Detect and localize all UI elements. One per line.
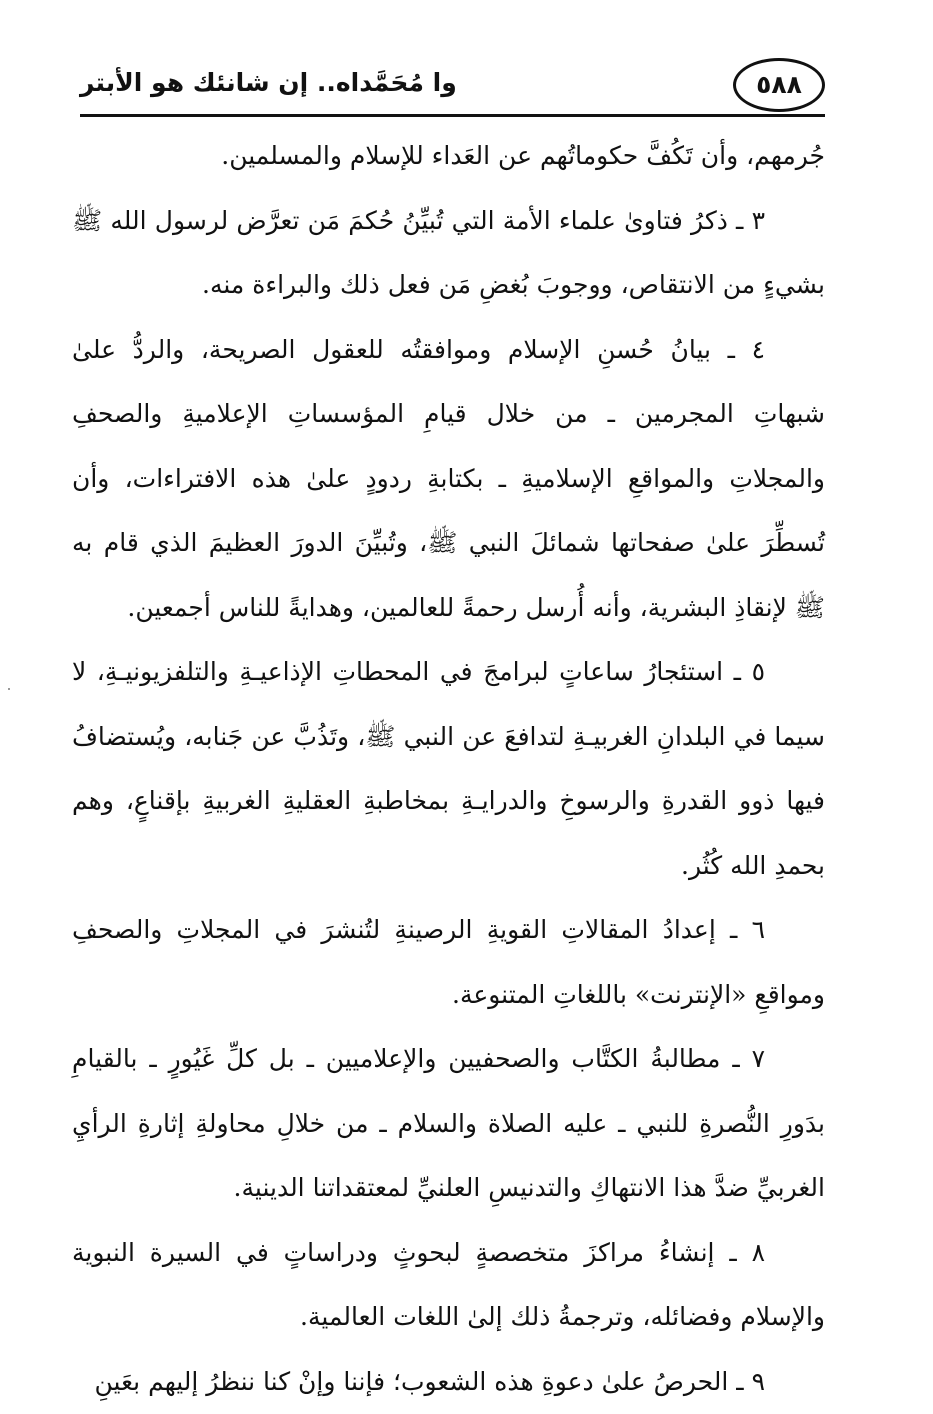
running-header bbox=[80, 58, 825, 118]
paragraph-item-8: ٨ ـ إنشاءُ مراكزَ متخصصةٍ لبحوثٍ ودراساتٍ في السيرة النبوية والإسلام وفضائله، وترجمةُ ذلك إلىٰ اللغات العالمية. bbox=[72, 1221, 825, 1350]
scan-speck bbox=[8, 688, 10, 690]
paragraph-item-4: ٤ ـ بيانُ حُسنِ الإسلام وموافقتُه للعقول الصريحة، والردُّ علىٰ شبهاتِ المجرمين ـ من خلال قيامِ المؤسساتِ الإعلاميةِ والصحفِ والمجلاتِ والمواقعِ الإسلاميةِ ـ بكتابةِ ردودٍ علىٰ هذه الافتراءات، وأن تُسطِّرَ علىٰ صفحاتها شمائلَ النبي ﷺ، وتُبيِّنَ الدورَ العظيمَ الذي قام به ﷺ لإنقاذِ البشرية، وأنه أُرسل رحمةً للعالمين، وهدايةً للناس أجمعين. bbox=[72, 318, 825, 641]
paragraph-item-6: ٦ ـ إعدادُ المقالاتِ القويةِ الرصينةِ لتُنشرَ في المجلاتِ والصحفِ ومواقعِ «الإنترنت» باللغاتِ المتنوعة. bbox=[72, 898, 825, 1027]
header-divider bbox=[80, 114, 825, 117]
paragraph-item-3: ٣ ـ ذكرُ فتاوىٰ علماء الأمة التي تُبيِّنُ حُكمَ مَن تعرَّض لرسول الله ﷺ بشيءٍ من الانتقاص، ووجوبَ بُغضِ مَن فعل ذلك والبراءة منه. bbox=[72, 189, 825, 318]
body-text bbox=[72, 124, 825, 1414]
paragraph-item-7: ٧ ـ مطالبةُ الكتَّاب والصحفيين والإعلاميين ـ بل كلِّ غَيُورٍ ـ بالقيامِ بدَورِ النُّصرةِ للنبي ـ عليه الصلاة والسلام ـ من خلالِ محاولةِ إثارةِ الرأيِ الغربيِّ ضدَّ هذا الانتهاكِ والتدنيسِ العلنيِّ لمعتقداتنا الدينية. bbox=[72, 1027, 825, 1221]
paragraph-item-5: ٥ ـ استئجارُ ساعاتٍ لبرامجَ في المحطاتِ الإذاعيـةِ والتلفزيونيـةِ، لا سيما في البلدانِ الغربيـةِ لتدافعَ عن النبي ﷺ، وتَذُبَّ عن جَنابه، ويُستضافُ فيها ذوو القدرةِ والرسوخِ والدرايـةِ بمخاطبةِ العقليةِ الغربيةِ بإقناعٍ، وهم بحمدِ الله كُثُر. bbox=[72, 640, 825, 898]
paragraph-continuation: جُرمهم، وأن تَكُفَّ حكوماتُهم عن العَداء للإسلام والمسلمين. bbox=[72, 124, 825, 189]
header-title: وا مُحَمَّداه.. إن شانئك هو الأبتر bbox=[80, 68, 457, 97]
page-number: ٥٨٨ bbox=[733, 58, 825, 112]
paragraph-item-9: ٩ ـ الحرصُ علىٰ دعوةِ هذه الشعوب؛ فإننا وإنْ كنا ننظرُ إليهم بعَينِ bbox=[72, 1350, 825, 1414]
